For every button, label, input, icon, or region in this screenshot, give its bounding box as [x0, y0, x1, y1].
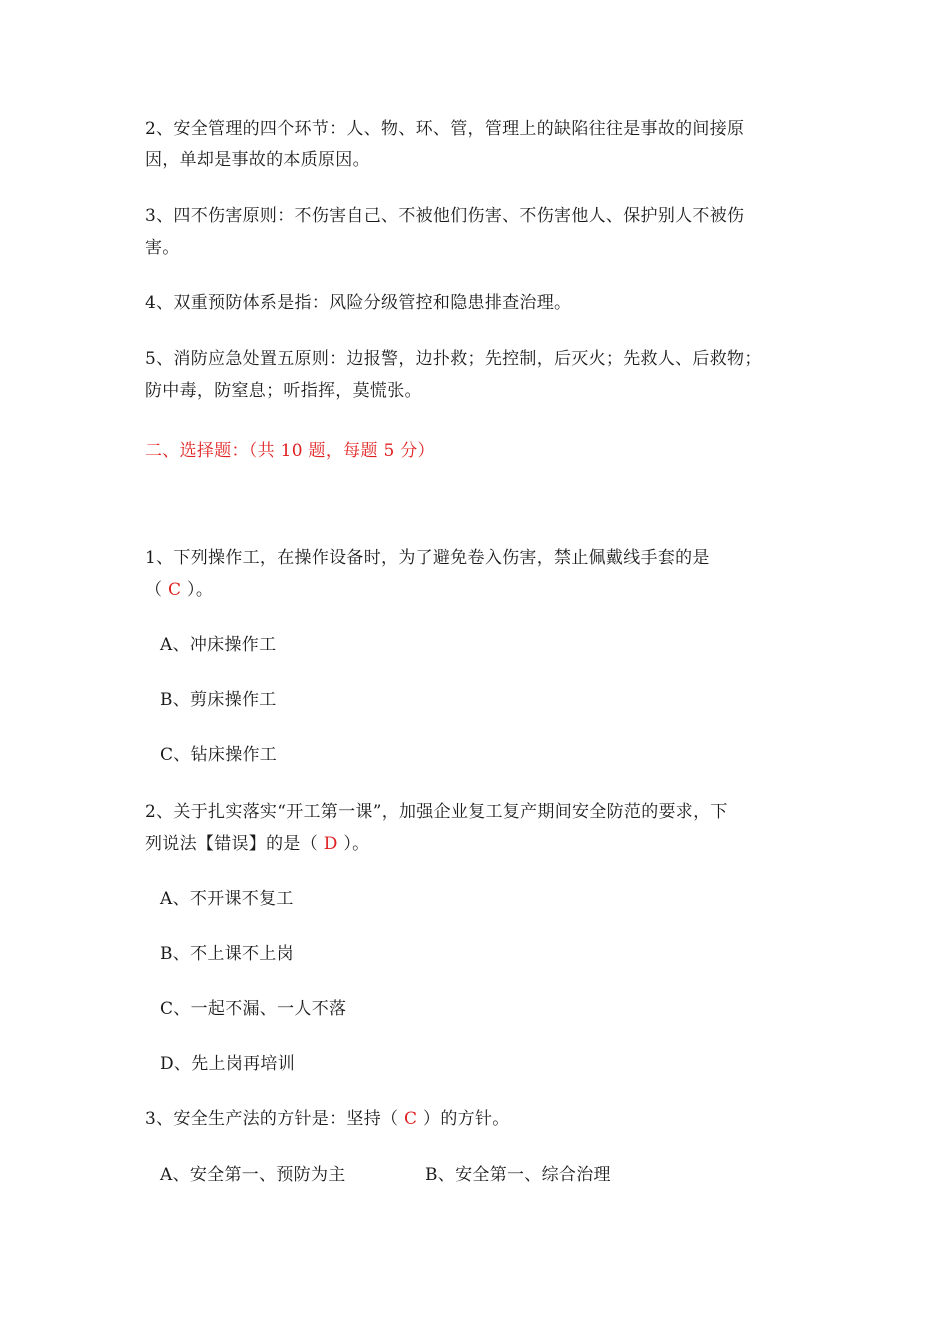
item-2-line-1: 2、安全管理的四个环节：人、物、环、管，管理上的缺陷往往是事故的间接原 [145, 119, 745, 139]
item-5-line-2: 防中毒，防窒息；听指挥，莫慌张。 [145, 381, 422, 401]
question-1-option-c: C、钻床操作工 [160, 745, 278, 765]
question-2-answer: D [323, 834, 338, 854]
question-3-option-a: A、安全第一、预防为主 [160, 1165, 346, 1185]
question-2-prefix: 列说法【错误】的是（ [145, 834, 324, 854]
question-1-suffix: ）。 [181, 580, 214, 600]
question-3-line-1 [145, 1108, 510, 1130]
question-1-option-a: A、冲床操作工 [160, 635, 277, 655]
question-2-option-b: B、不上课不上岗 [160, 944, 294, 964]
item-5-line-1: 5、消防应急处置五原则：边报警，边扑救；先控制，后灭火；先救人、后救物； [145, 349, 762, 369]
question-1-answer: C [168, 580, 182, 600]
item-3-line-1: 3、四不伤害原则：不伤害自己、不被他们伤害、不伤害他人、保护别人不被伤 [145, 206, 745, 226]
question-3-option-b: B、安全第一、综合治理 [425, 1165, 611, 1185]
question-1-line-2 [145, 579, 213, 601]
question-2-option-a: A、不开课不复工 [160, 889, 294, 909]
question-3-answer: C [404, 1109, 418, 1129]
question-3-suffix: ）的方针。 [417, 1109, 510, 1129]
question-2-option-d: D、先上岗再培训 [160, 1054, 296, 1074]
question-3-prefix: 3、安全生产法的方针是：坚持（ [145, 1109, 405, 1129]
item-4-line-1: 4、双重预防体系是指：风险分级管控和隐患排查治理。 [145, 293, 572, 313]
question-1-prefix: （ [145, 580, 169, 600]
section-heading: 二、选择题：（共 10 题，每题 5 分） [145, 441, 435, 461]
question-2-suffix: ）。 [337, 834, 370, 854]
question-2-line-2 [145, 833, 369, 855]
question-1-line-1: 1、下列操作工，在操作设备时，为了避免卷入伤害，禁止佩戴线手套的是 [145, 548, 710, 568]
question-2-line-1: 2、关于扎实落实“开工第一课”，加强企业复工复产期间安全防范的要求，下 [145, 802, 728, 822]
question-1-option-b: B、剪床操作工 [160, 690, 277, 710]
item-2-line-2: 因，单却是事故的本质原因。 [145, 150, 370, 170]
item-3-line-2: 害。 [145, 238, 180, 258]
question-2-option-c: C、一起不漏、一人不落 [160, 999, 347, 1019]
